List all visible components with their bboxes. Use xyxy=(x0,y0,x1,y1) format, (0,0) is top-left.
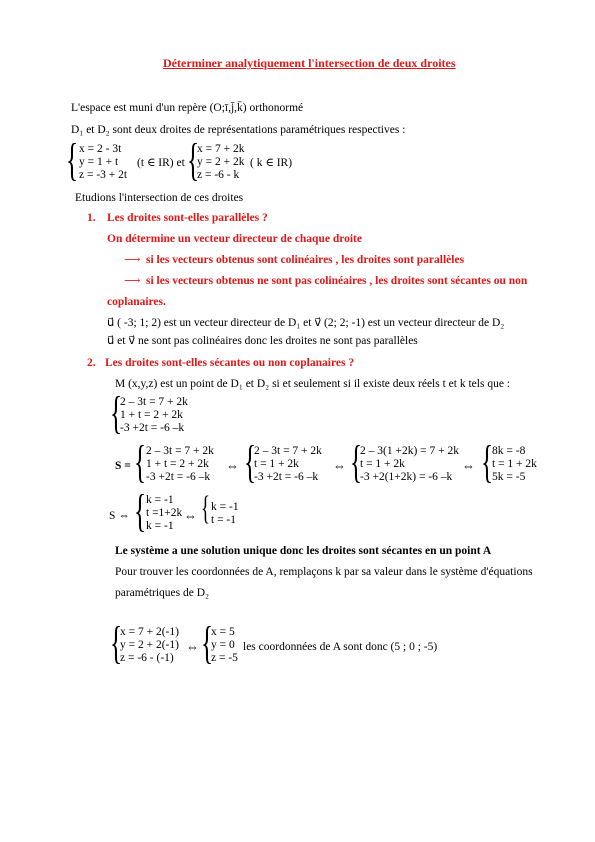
q1-bullet-noncollinear: si les vecteurs obtenus ne sont pas colinéaires , les droites sont sécantes ou non xyxy=(146,275,528,287)
arrow-icon: ⟶ xyxy=(124,275,141,287)
system-a xyxy=(120,396,188,435)
equivalence-symbol: ⇔ xyxy=(333,458,346,473)
system-d-result xyxy=(211,626,238,665)
system-c1 xyxy=(146,494,182,533)
equation-line: z = -5 xyxy=(211,652,238,664)
equation-line: z = -6 - k xyxy=(197,169,240,181)
equation-line: 5k = -5 xyxy=(492,471,526,483)
equation-line: -3 +2t = -6 –k xyxy=(120,422,185,434)
q1-conclusion: u⃗ et v⃗ ne sont pas colinéaires donc les droites ne sont pas parallèles xyxy=(107,335,418,347)
system-b2 xyxy=(254,445,322,484)
brace-d-result: { xyxy=(201,617,214,668)
system-c2 xyxy=(211,501,239,527)
equation-line: y = 2 + 2(-1) xyxy=(120,639,179,651)
equation-line: t =1+2k xyxy=(146,507,183,519)
brace-sys-a: { xyxy=(110,387,123,438)
system-d2 xyxy=(197,143,244,182)
equation-line: t = 1 + 2k xyxy=(492,458,537,470)
study-line: Etudions l'intersection de ces droites xyxy=(75,192,244,204)
s-equivalent-label: S ⇔ xyxy=(109,510,130,522)
equation-line: -3 +2t = -6 –k xyxy=(146,471,211,483)
equation-line: x = 2 - 3t xyxy=(79,143,122,155)
param-t: (t ∈ IR) et xyxy=(137,157,185,169)
final-coordinates: les coordonnées de A sont donc (5 ; 0 ; -5) xyxy=(243,641,438,653)
equation-line: x = 7 + 2k xyxy=(197,143,245,155)
equation-line: y = 0 xyxy=(211,639,235,651)
coords-explanation-line1: Pour trouver les coordonnées de A, remplaçons k par sa valeur dans le système d'équations xyxy=(115,566,533,578)
param-k: ( k ∈ IR) xyxy=(250,157,293,169)
equation-line: x = 7 + 2(-1) xyxy=(120,626,179,638)
brace-c1: { xyxy=(134,485,147,536)
equation-line: k = -1 xyxy=(146,494,174,506)
brace-d1: { xyxy=(66,134,79,185)
equivalence-symbol: ⇔ xyxy=(226,458,239,473)
brace-b4: { xyxy=(481,436,494,487)
q2-heading: Les droites sont-elles sécantes ou non coplanaires ? xyxy=(105,357,355,369)
coords-explanation-line2: paramétriques de D₂ xyxy=(115,587,210,599)
equation-line: t = -1 xyxy=(211,514,237,526)
q1-vectors-line: u⃗ ( -3; 1; 2) est un vecteur directeur de D₁ et v⃗ (2; 2; -1) est un vecteur directeur de D₂ xyxy=(107,317,505,329)
brace-d-sub: { xyxy=(110,617,123,668)
equivalence-symbol: ⇔ xyxy=(184,508,197,523)
equation-line: 1 + t = 2 + 2k xyxy=(146,458,209,470)
arrow-icon: ⟶ xyxy=(124,254,141,266)
equivalence-symbol: ⇔ xyxy=(462,458,475,473)
equation-line: z = -6 - (-1) xyxy=(120,652,174,664)
equation-line: -3 +2t = -6 –k xyxy=(254,471,319,483)
intro-frame-line: L'espace est muni d'un repère (O;ī,j̄,k̄) orthonormé xyxy=(71,102,304,114)
equation-line: x = 5 xyxy=(211,626,235,638)
q1-heading: Les droites sont-elles parallèles ? xyxy=(107,212,268,224)
system-b1 xyxy=(146,445,214,484)
equation-line: z = -3 + 2t xyxy=(79,169,128,181)
system-d1 xyxy=(79,143,127,182)
equation-line: t = 1 + 2k xyxy=(254,458,299,470)
intro-lines-line: D₁ et D₂ sont deux droites de représentations paramétriques respectives : xyxy=(71,124,406,136)
brace-d2: { xyxy=(187,134,200,185)
equation-line: y = 2 + 2k xyxy=(197,156,245,168)
equation-line: t = 1 + 2k xyxy=(360,458,405,470)
system-d-substituted xyxy=(120,626,179,665)
q1-bullet-collinear: si les vecteurs obtenus sont colinéaires , les droites sont parallèles xyxy=(146,254,465,266)
page-title: Déterminer analytiquement l'intersection de deux droites xyxy=(163,56,456,70)
equation-line: 2 – 3t = 7 + 2k xyxy=(120,396,188,408)
brace-b2: { xyxy=(244,436,257,487)
equation-line: 1 + t = 2 + 2k xyxy=(120,409,183,421)
q1-method-line: On détermine un vecteur directeur de chaque droite xyxy=(107,233,362,245)
system-b4 xyxy=(492,445,537,484)
q1-number: 1. xyxy=(87,212,96,224)
equation-line: y = 1 + t xyxy=(79,156,119,168)
q1-bullet-noncollinear-cont: coplanaires. xyxy=(107,296,166,308)
equation-line: 2 – 3t = 7 + 2k xyxy=(254,445,322,457)
equivalence-symbol: ⇔ xyxy=(186,639,199,654)
q2-number: 2. xyxy=(87,357,96,369)
s-label: S = xyxy=(115,460,131,472)
equation-line: -3 +2(1+2k) = -6 –k xyxy=(360,471,453,483)
brace-b1: { xyxy=(134,436,147,487)
q2-intro-line: M (x,y,z) est un point de D₁ et D₂ si et seulement si il existe deux réels t et k tels que : xyxy=(115,378,510,390)
equation-line: 8k = -8 xyxy=(492,445,526,457)
system-conclusion: Le système a une solution unique donc les droites sont sécantes en un point A xyxy=(115,545,492,557)
equation-line: k = -1 xyxy=(146,520,174,532)
equation-line: k = -1 xyxy=(211,501,239,513)
brace-b3: { xyxy=(350,436,363,487)
brace-c2: { xyxy=(201,490,210,527)
equation-line: 2 – 3(1 +2k) = 7 + 2k xyxy=(360,445,459,457)
equation-line: 2 – 3t = 7 + 2k xyxy=(146,445,214,457)
system-b3 xyxy=(360,445,459,484)
